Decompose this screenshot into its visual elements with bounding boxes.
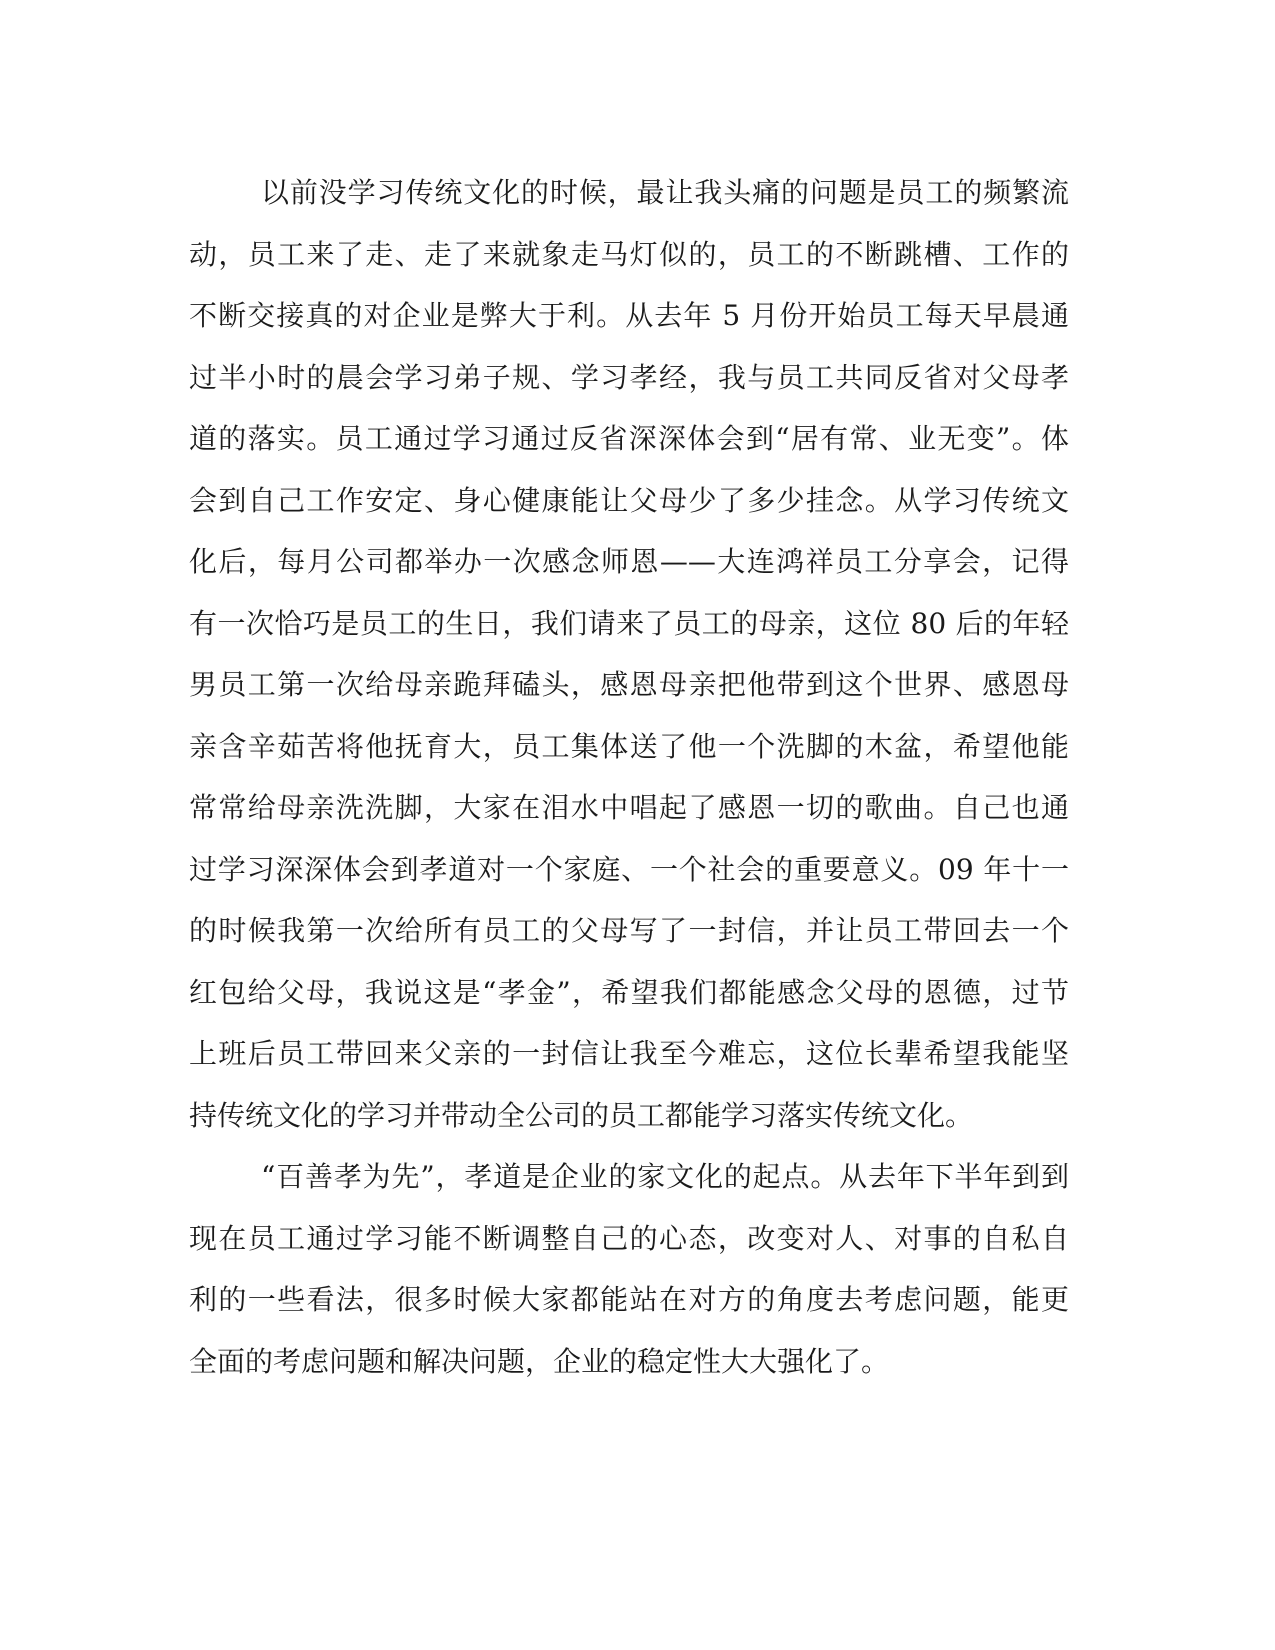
- paragraph-line: 利的一些看法，很多时候大家都能站在对方的角度去考虑问题，能更: [189, 1283, 1069, 1316]
- paragraph-line: “百善孝为先”，孝道是企业的家文化的起点。从去年下半年到到: [261, 1160, 1069, 1193]
- paragraph-2: [189, 1146, 1069, 1392]
- paragraph-line: 以前没学习传统文化的时候，最让我头痛的问题是员工的频繁流: [261, 176, 1069, 209]
- paragraph-line: 亲含辛茹苦将他抚育大，员工集体送了他一个洗脚的木盆，希望他能: [189, 729, 1069, 763]
- paragraph-line: 的时候我第一次给所有员工的父母写了一封信，并让员工带回去一个: [189, 914, 1069, 947]
- paragraph-line: 现在员工通过学习能不断调整自己的心态，改变对人、对事的自私自: [189, 1221, 1069, 1255]
- paragraph-line: 道的落实。员工通过学习通过反省深深体会到“居有常、业无变”。体: [189, 422, 1069, 455]
- paragraph-line: 化后，每月公司都举办一次感念师恩——大连鸿祥员工分享会，记得: [189, 545, 1069, 578]
- paragraph-line: 持传统文化的学习并带动全公司的员工都能学习落实传统文化。: [189, 1098, 974, 1132]
- paragraph-line: 不断交接真的对企业是弊大于利。从去年 5 月份开始员工每天早晨通: [189, 299, 1069, 332]
- paragraph-line: 男员工第一次给母亲跪拜磕头，感恩母亲把他带到这个世界、感恩母: [189, 668, 1069, 701]
- paragraph-line: 过半小时的晨会学习弟子规、学习孝经，我与员工共同反省对父母孝: [189, 360, 1069, 394]
- paragraph-line: 过学习深深体会到孝道对一个家庭、一个社会的重要意义。09 年十一: [189, 852, 1069, 886]
- paragraph-1: [189, 162, 1069, 1146]
- paragraph-line: 上班后员工带回来父亲的一封信让我至今难忘，这位长辈希望我能坚: [189, 1037, 1069, 1070]
- paragraph-line: 会到自己工作安定、身心健康能让父母少了多少挂念。从学习传统文: [189, 483, 1069, 517]
- paragraph-line: 有一次恰巧是员工的生日，我们请来了员工的母亲，这位 80 后的年轻: [189, 606, 1069, 640]
- paragraph-line: 全面的考虑问题和解决问题，企业的稳定性大大强化了。: [189, 1344, 890, 1378]
- paragraph-line: 动，员工来了走、走了来就象走马灯似的，员工的不断跳槽、工作的: [189, 237, 1069, 271]
- paragraph-line: 红包给父母，我说这是“孝金”，希望我们都能感念父母的恩德，过节: [189, 975, 1069, 1009]
- document-body: [189, 162, 1069, 1392]
- paragraph-line: 常常给母亲洗洗脚，大家在泪水中唱起了感恩一切的歌曲。自己也通: [189, 791, 1069, 824]
